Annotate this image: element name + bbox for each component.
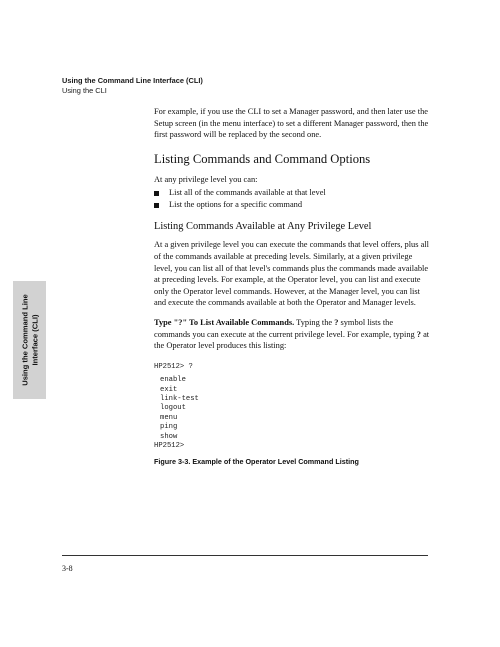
running-head-section: Using the CLI [62,86,107,95]
subsection-heading: Listing Commands Available at Any Privilege Level [154,221,372,233]
main-content [154,106,430,467]
section-heading: Listing Commands and Command Options [154,151,371,166]
page-number: 3-8 [62,564,73,573]
bullet-list [154,187,430,211]
bullet-item [154,187,430,199]
listing-command: logout [160,404,186,413]
section-lead: At any privilege level you can: [154,174,258,184]
type-para-text-1: Typing the [294,317,335,327]
square-bullet-icon [154,203,159,208]
listing-command: exit [160,385,178,394]
question-symbol: ? [334,317,339,327]
listing-command: ping [160,423,178,432]
type-para-text-2: symbol lists the commands you can execute at the current privilege level. For example, typing [154,317,417,339]
type-question-paragraph [154,317,430,352]
side-tab-line-1: Using the Command Line [19,294,29,386]
side-tab-line-2: Interface (CLI) [29,314,39,366]
listing-command: link-test [160,394,199,403]
side-tab [13,281,46,399]
listing-prompt-line: HP2512> ? [154,362,193,371]
figure-caption: Figure 3-3. Example of the Operator Level Command Listing [154,457,359,467]
type-para-text-3: at the Operator level produces this listing: [154,329,430,351]
bullet-text: List the options for a specific command [169,200,303,210]
listing-command: menu [160,413,178,422]
listing-end-prompt: HP2512> [154,441,185,450]
listing-command: show [160,432,178,441]
footer-rule [62,555,428,556]
running-head-chapter: Using the Command Line Interface (CLI) [62,76,203,85]
square-bullet-icon [154,191,159,196]
question-symbol: ? [416,329,421,339]
intro-paragraph: For example, if you use the CLI to set a Manager password, and then later use the Setup screen (in the menu interface) to set a different Manager password, then the first password will be replaced by the second one. [154,107,429,140]
command-listing [154,363,430,452]
listing-command-list [154,376,430,442]
running-head [62,76,203,96]
run-in-heading: Type "?" To List Available Commands. [154,317,295,327]
side-tab-label [20,284,39,396]
listing-command: enable [160,376,186,385]
bullet-item [154,199,430,211]
bullet-text: List all of the commands available at that level [169,188,326,198]
subsection-paragraph: At a given privilege level you can execute the commands that level offers, plus all of the commands available at preceding levels. Similarly, at a given privilege level, you can list all of that level's commands plus the commands made available at preceding levels. For example, at the Operator level, you can list and execute only the Operator level commands. However, at the Manager level, you can list and execute the commands available at both the Operator and Manager levels. [154,240,429,308]
